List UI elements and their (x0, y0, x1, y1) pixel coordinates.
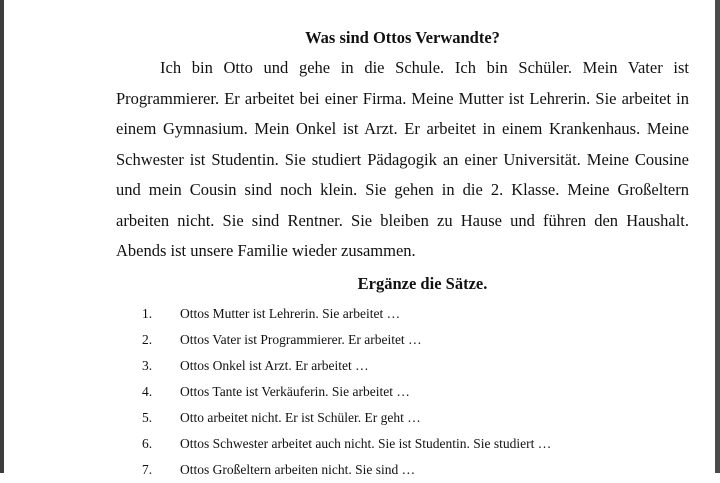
left-page-edge (0, 0, 4, 473)
item-text: Ottos Vater ist Programmierer. Er arbeitet … (180, 331, 422, 347)
exercise-item (116, 431, 689, 457)
item-number: 6. (142, 435, 153, 451)
exercise-item (116, 327, 689, 353)
exercise-item (116, 457, 689, 483)
item-number: 5. (142, 409, 153, 425)
exercise-item (116, 405, 689, 431)
item-text: Ottos Tante ist Verkäuferin. Sie arbeitet … (180, 383, 410, 399)
document-title: Was sind Ottos Verwandte? (305, 28, 500, 47)
item-number: 3. (142, 357, 153, 373)
exercise-item (116, 353, 689, 379)
item-text: Ottos Schwester arbeitet auch nicht. Sie ist Studentin. Sie studiert … (180, 435, 552, 451)
item-number: 1. (142, 305, 153, 321)
item-text: Ottos Mutter ist Lehrerin. Sie arbeitet … (180, 305, 401, 321)
item-number: 2. (142, 331, 153, 347)
exercise-item (116, 379, 689, 405)
item-text: Otto arbeitet nicht. Er ist Schüler. Er geht … (180, 409, 421, 425)
exercise-title: Ergänze die Sätze. (357, 273, 488, 293)
document-page (116, 27, 689, 483)
right-page-edge (715, 0, 720, 473)
exercise-list (116, 301, 689, 483)
reading-paragraph: Ich bin Otto und gehe in die Schule. Ich bin Schüler. Mein Vater ist Programmierer. Er arbeitet bei einer Firma. Meine Mutter ist Lehrerin. Sie arbeitet in einem Gymnasium. Mein Onkel ist Arzt. Er arbeitet in einem Krankenhaus. Meine Schwester ist Studentin. Sie studiert Pädagogik an einer Universität. Meine Cousine und mein Cousin sind noch klein. Sie gehen in die 2. Klasse. Meine Großeltern arbeiten nicht. Sie sind Rentner. Sie bleiben zu Hause und führen den Haushalt. Abends ist unsere Familie wieder zusammen. (116, 58, 689, 260)
item-text: Ottos Onkel ist Arzt. Er arbeitet … (180, 357, 369, 373)
item-number: 4. (142, 383, 153, 399)
exercise-item (116, 301, 689, 327)
item-number: 7. (142, 461, 153, 477)
item-text: Ottos Großeltern arbeiten nicht. Sie sind … (180, 461, 416, 477)
